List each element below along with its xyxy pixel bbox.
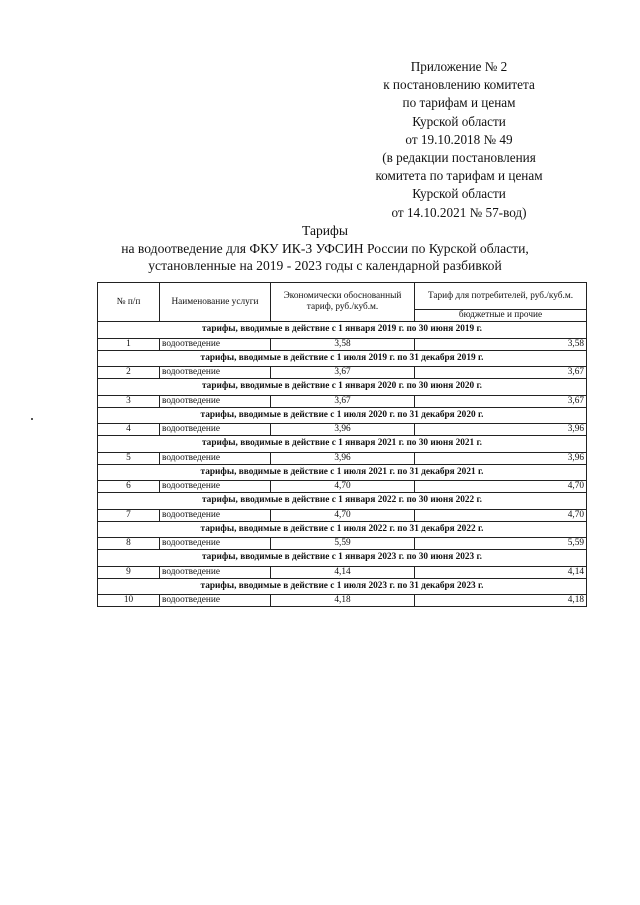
- period-row: [98, 578, 587, 595]
- row-economic-tariff: 5,59: [271, 538, 415, 550]
- header-consumer-sub: бюджетные и прочие: [415, 310, 587, 322]
- period-label: тарифы, вводимые в действие с 1 июля 2022 г. по 31 декабря 2022 г.: [98, 521, 587, 538]
- period-row: [98, 550, 587, 567]
- period-label: тарифы, вводимые в действие с 1 июля 2019 г. по 31 декабря 2019 г.: [98, 350, 587, 367]
- title-line-2: на водоотведение для ФКУ ИК-3 УФСИН России по Курской области,: [121, 240, 529, 256]
- row-service: водоотведение: [160, 367, 271, 379]
- row-economic-tariff: 4,70: [271, 481, 415, 493]
- appendix-line: к постановлению комитета: [383, 77, 535, 93]
- row-consumer-tariff: 3,58: [415, 338, 587, 350]
- row-economic-tariff: 3,67: [271, 367, 415, 379]
- row-economic-tariff: 4,70: [271, 509, 415, 521]
- header-economic: Экономически обоснованный тариф, руб./куб.м.: [271, 283, 415, 322]
- table-row: [98, 481, 587, 493]
- row-service: водоотведение: [160, 338, 271, 350]
- table-row: [98, 424, 587, 436]
- period-label: тарифы, вводимые в действие с 1 января 2019 г. по 30 июня 2019 г.: [98, 322, 587, 339]
- row-consumer-tariff: 4,70: [415, 481, 587, 493]
- table-row: [98, 595, 587, 607]
- table-row: [98, 566, 587, 578]
- row-service: водоотведение: [160, 452, 271, 464]
- period-label: тарифы, вводимые в действие с 1 июля 2020 г. по 31 декабря 2020 г.: [98, 407, 587, 424]
- row-economic-tariff: 3,96: [271, 452, 415, 464]
- period-label: тарифы, вводимые в действие с 1 июля 2023 г. по 31 декабря 2023 г.: [98, 578, 587, 595]
- scan-speck: [31, 418, 33, 420]
- row-number: 10: [98, 595, 160, 607]
- appendix-line: комитета по тарифам и ценам: [375, 168, 543, 184]
- row-service: водоотведение: [160, 395, 271, 407]
- row-consumer-tariff: 3,67: [415, 367, 587, 379]
- tariff-table: [97, 282, 587, 607]
- table-row: [98, 538, 587, 550]
- period-label: тарифы, вводимые в действие с 1 января 2021 г. по 30 июня 2021 г.: [98, 436, 587, 453]
- row-number: 6: [98, 481, 160, 493]
- row-number: 5: [98, 452, 160, 464]
- row-number: 8: [98, 538, 160, 550]
- appendix-line: (в редакции постановления: [382, 150, 536, 166]
- period-row: [98, 436, 587, 453]
- row-consumer-tariff: 4,18: [415, 595, 587, 607]
- row-economic-tariff: 4,18: [271, 595, 415, 607]
- row-number: 4: [98, 424, 160, 436]
- title-line-3: установленные на 2019 - 2023 годы с календарной разбивкой: [148, 258, 502, 273]
- header-service: Наименование услуги: [160, 283, 271, 322]
- row-economic-tariff: 3,67: [271, 395, 415, 407]
- appendix-line: Приложение № 2: [410, 59, 508, 74]
- period-row: [98, 407, 587, 424]
- period-label: тарифы, вводимые в действие с 1 января 2020 г. по 30 июня 2020 г.: [98, 379, 587, 396]
- title-line-1: Тарифы: [301, 223, 348, 238]
- table-row: [98, 395, 587, 407]
- row-consumer-tariff: 3,96: [415, 424, 587, 436]
- table-row: [98, 452, 587, 464]
- row-economic-tariff: 4,14: [271, 566, 415, 578]
- period-row: [98, 464, 587, 481]
- period-label: тарифы, вводимые в действие с 1 июля 2021 г. по 31 декабря 2021 г.: [98, 464, 587, 481]
- row-service: водоотведение: [160, 424, 271, 436]
- appendix-line: от 19.10.2018 № 49: [405, 131, 513, 147]
- row-economic-tariff: 3,58: [271, 338, 415, 350]
- period-row: [98, 322, 587, 339]
- appendix-line: Курской области: [412, 186, 506, 202]
- row-service: водоотведение: [160, 595, 271, 607]
- table-row: [98, 338, 587, 350]
- row-consumer-tariff: 5,59: [415, 538, 587, 550]
- row-service: водоотведение: [160, 481, 271, 493]
- row-service: водоотведение: [160, 509, 271, 521]
- appendix-line: по тарифам и ценам: [402, 95, 516, 111]
- period-row: [98, 521, 587, 538]
- row-number: 1: [98, 338, 160, 350]
- period-label: тарифы, вводимые в действие с 1 января 2023 г. по 30 июня 2023 г.: [98, 550, 587, 567]
- period-label: тарифы, вводимые в действие с 1 января 2022 г. по 30 июня 2022 г.: [98, 493, 587, 510]
- table-header-row: [98, 283, 587, 310]
- row-number: 9: [98, 566, 160, 578]
- period-row: [98, 350, 587, 367]
- row-number: 2: [98, 367, 160, 379]
- row-consumer-tariff: 3,67: [415, 395, 587, 407]
- appendix-line: от 14.10.2021 № 57-вод): [391, 204, 527, 220]
- row-economic-tariff: 3,96: [271, 424, 415, 436]
- row-number: 3: [98, 395, 160, 407]
- document-title: [40, 222, 610, 275]
- row-number: 7: [98, 509, 160, 521]
- appendix-header: [330, 58, 588, 222]
- row-consumer-tariff: 3,96: [415, 452, 587, 464]
- period-row: [98, 379, 587, 396]
- table-row: [98, 367, 587, 379]
- header-num: № п/п: [98, 283, 160, 322]
- appendix-line: Курской области: [412, 113, 506, 129]
- row-service: водоотведение: [160, 566, 271, 578]
- table-row: [98, 509, 587, 521]
- header-consumer: Тариф для потребителей, руб./куб.м.: [415, 283, 587, 310]
- row-consumer-tariff: 4,14: [415, 566, 587, 578]
- row-consumer-tariff: 4,70: [415, 509, 587, 521]
- period-row: [98, 493, 587, 510]
- row-service: водоотведение: [160, 538, 271, 550]
